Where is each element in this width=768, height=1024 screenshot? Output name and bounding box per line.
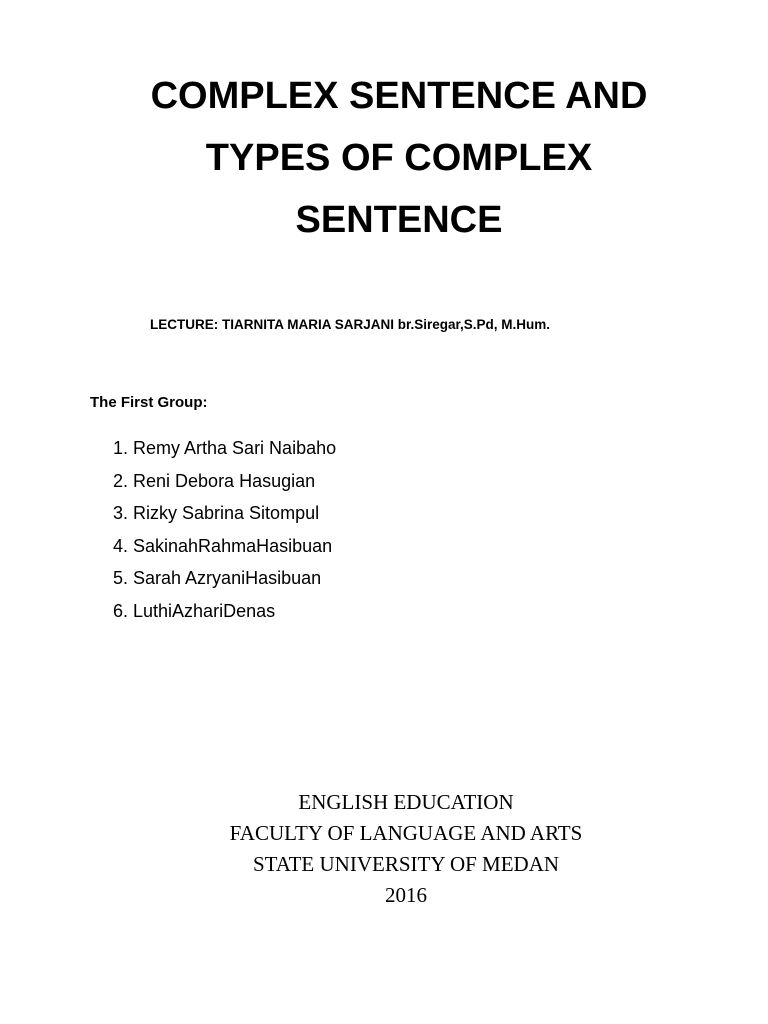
member-list [113,432,336,628]
university-name: STATE UNIVERSITY OF MEDAN [252,852,560,876]
lecturer-line: LECTURE: TIARNITA MARIA SARJANI br.Siregar,S.Pd, M.Hum. [150,317,551,332]
list-item: 5. Sarah AzryaniHasibuan [113,568,322,589]
department-name: ENGLISH EDUCATION [298,790,514,814]
list-item: 4. SakinahRahmaHasibuan [113,535,333,556]
title-line-1: COMPLEX SENTENCE AND [150,75,648,117]
institution-block [0,787,768,911]
faculty-name: FACULTY OF LANGUAGE AND ARTS [229,821,583,845]
list-item: 2. Reni Debora Hasugian [113,470,316,491]
document-title [0,65,768,251]
list-item: 3. Rizky Sabrina Sitompul [113,503,320,524]
title-line-2: TYPES OF COMPLEX [205,137,593,179]
group-label: The First Group: [90,394,208,411]
list-item: 1. Remy Artha Sari Naibaho [113,438,337,458]
list-item: 6. LuthiAzhariDenas [113,600,276,621]
year: 2016 [385,883,427,907]
title-line-3: SENTENCE [295,199,503,241]
